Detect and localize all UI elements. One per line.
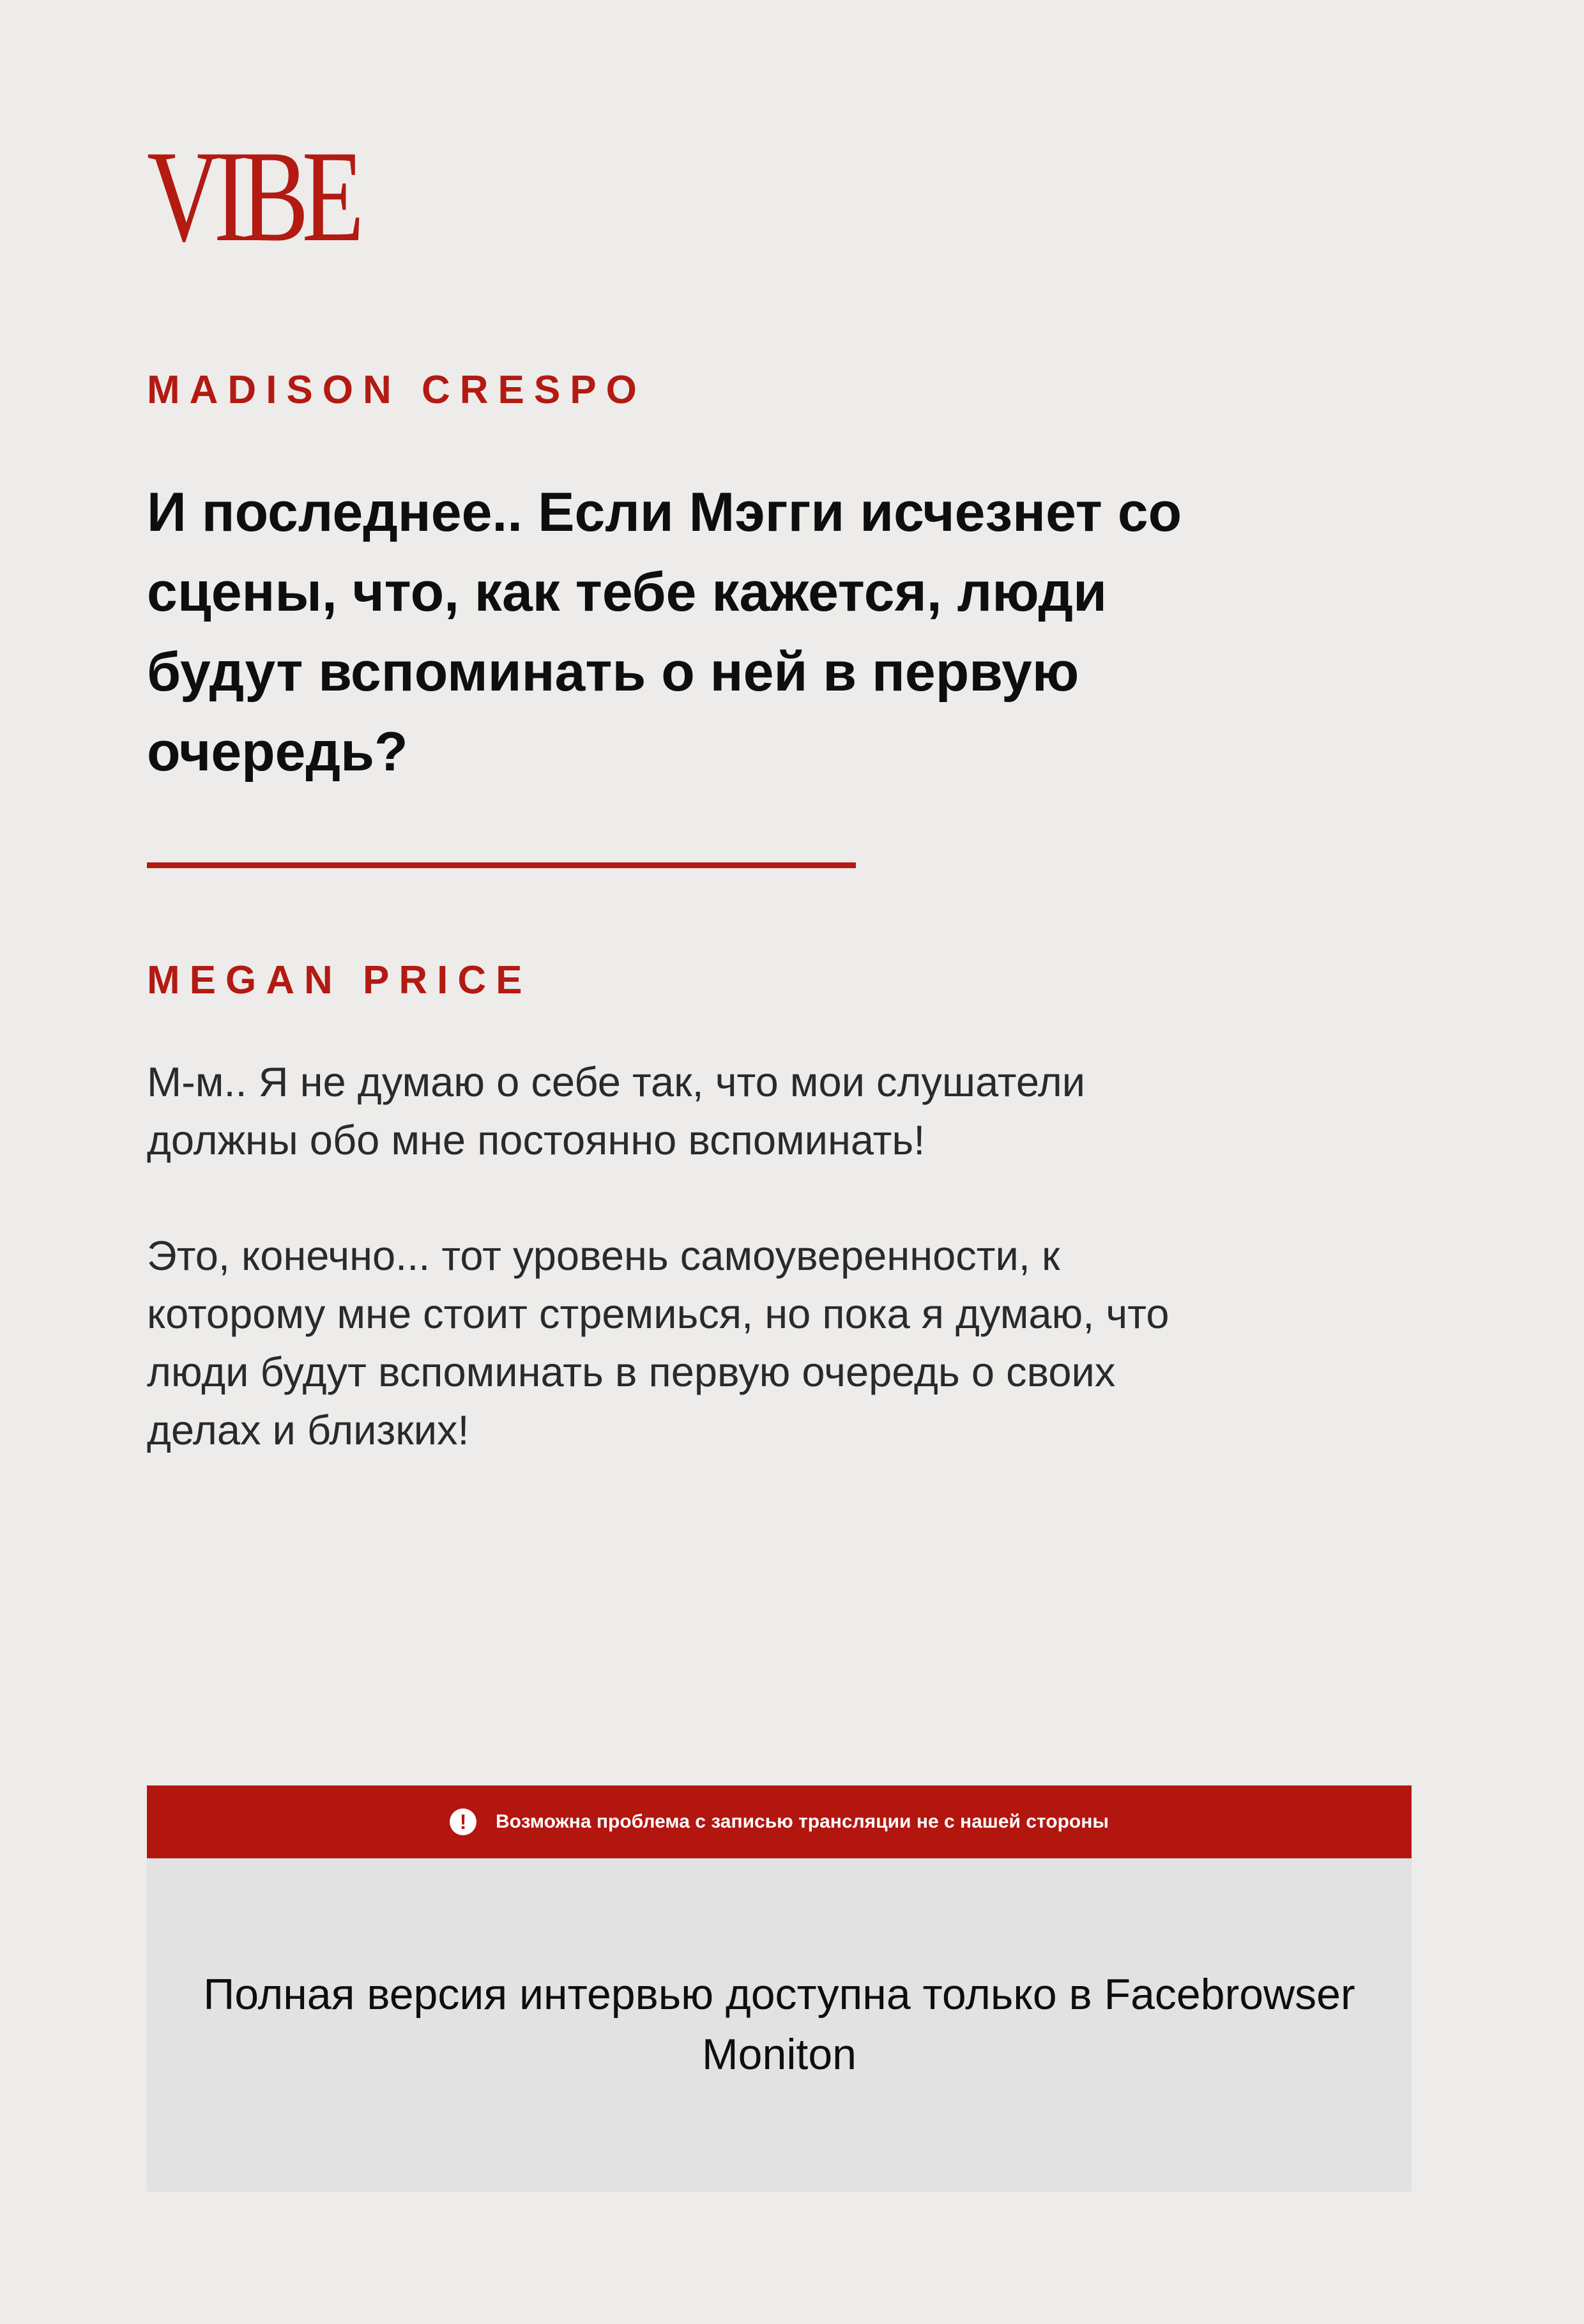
vibe-logo: VIBE: [147, 124, 358, 269]
full-version-message: Полная версия интервью доступна только в Facebrowser Moniton: [203, 1970, 1355, 2079]
alert-text: Возможна проблема с записью трансляции не с нашей стороны: [496, 1811, 1109, 1832]
interview-question: И последнее.. Если Мэгги исчезнет со сцены, что, как тебе кажется, люди будут вспоминать о ней в первую очередь?: [147, 482, 1182, 783]
section-divider: [147, 862, 856, 868]
respondent-name: MEGAN PRICE: [147, 958, 532, 1002]
answer-paragraph: Это, конечно... тот уровень самоуверенности, к которому мне стоит стремиься, но пока я думаю, что люди будут вспоминать в первую очередь о своих делах и близких!: [147, 1232, 1169, 1453]
full-interview-card: [147, 1785, 1412, 2192]
alert-circle-icon: !: [450, 1808, 476, 1835]
interviewer-name: MADISON CRESPO: [147, 368, 646, 412]
answer-paragraph: М-м.. Я не думаю о себе так, что мои слушатели должны обо мне постоянно вспоминать!: [147, 1059, 1086, 1163]
alert-banner: [147, 1785, 1412, 1858]
